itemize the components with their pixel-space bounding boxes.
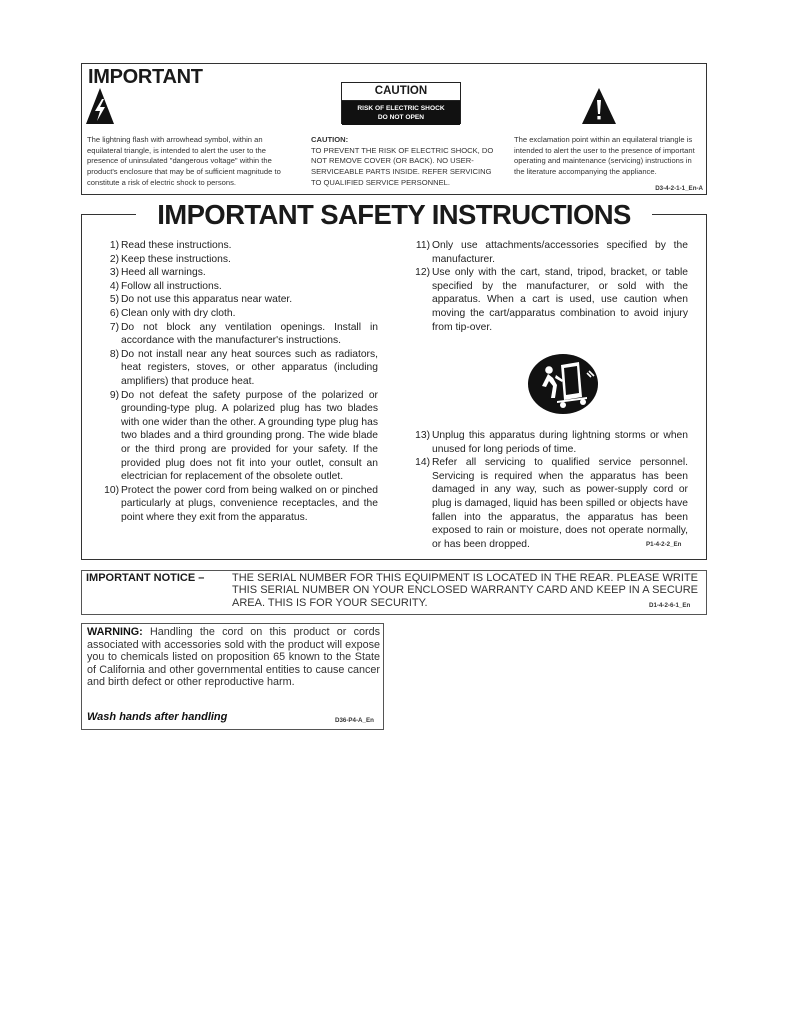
- safety-title: IMPORTANT SAFETY INSTRUCTIONS: [137, 199, 651, 231]
- instruction-text: Use only with the cart, stand, tripod, bracket, or table specified by the manufacturer, or sold with the apparatus. When a cart is used, use caution when moving the cart/apparatus combination to avoid injury from tip-over.: [432, 267, 688, 333]
- caution-explanation: [311, 135, 501, 189]
- instruction-text: Keep these instructions.: [121, 253, 231, 265]
- instruction-number: 8): [109, 348, 119, 360]
- instruction-item: [95, 307, 378, 321]
- instruction-number: 7): [109, 321, 119, 333]
- instruction-item: [95, 321, 378, 348]
- notice-text: THE SERIAL NUMBER FOR THIS EQUIPMENT IS LOCATED IN THE REAR. PLEASE WRITE THIS SERIAL NUMBER ON YOUR ENCLOSED WARRANTY CARD AND KEEP IN A SECURE AREA. THIS IS FOR YOUR SECURITY.: [232, 572, 698, 609]
- wash-hands-note: Wash hands after handling: [87, 711, 228, 723]
- caution-line-1: RISK OF ELECTRIC SHOCK: [357, 105, 445, 112]
- instruction-number: 4): [109, 280, 119, 292]
- instruction-item: [95, 239, 378, 253]
- title-rule-right: [652, 214, 707, 215]
- instruction-text: Only use attachments/accessories specified by the manufacturer.: [432, 240, 688, 265]
- instruction-text: Clean only with dry cloth.: [121, 307, 236, 319]
- notice-label: IMPORTANT NOTICE –: [86, 572, 205, 584]
- important-doc-code: D3-4-2-1-1_En-A: [655, 185, 703, 192]
- instruction-item: [406, 266, 688, 334]
- instruction-number: 3): [109, 267, 119, 279]
- instruction-text: Follow all instructions.: [121, 280, 222, 292]
- exclamation-explanation: The exclamation point within an equilateral triangle is intended to alert the user to the presence of important operating and maintenance (servicing) instructions in the literature accompanying the appliance.: [514, 135, 695, 177]
- instruction-number: 9): [109, 389, 119, 401]
- caution-body: [342, 101, 460, 125]
- caution-label: [341, 82, 461, 124]
- instructions-right: [406, 239, 688, 334]
- instruction-number: 1): [109, 240, 119, 251]
- caution-explanation-text: TO PREVENT THE RISK OF ELECTRIC SHOCK, DO NOT REMOVE COVER (OR BACK). NO USER-SERVICEABLE PARTS INSIDE. REFER SERVICING TO QUALIFIED SERVICE PERSONNEL.: [311, 145, 494, 187]
- instruction-item: [406, 456, 688, 551]
- important-title: IMPORTANT: [88, 66, 203, 88]
- instruction-item: [406, 429, 688, 456]
- warning-doc-code: D36-P4-A_En: [335, 717, 374, 724]
- instruction-item: [95, 293, 378, 307]
- instruction-text: Do not block any ventilation openings. Install in accordance with the manufacturer's instructions.: [121, 321, 378, 347]
- warning-label: WARNING:: [87, 626, 143, 638]
- caution-explanation-label: CAUTION:: [311, 135, 349, 144]
- instruction-number: 14): [415, 457, 430, 469]
- instruction-item: [95, 348, 378, 389]
- instruction-item: [95, 484, 378, 525]
- instruction-number: 13): [415, 430, 430, 441]
- instruction-text: Do not use this apparatus near water.: [121, 294, 293, 306]
- exclamation-triangle-icon: [582, 88, 616, 124]
- warning-text: [87, 626, 380, 689]
- instruction-number: 5): [109, 294, 119, 306]
- instruction-item: [95, 253, 378, 267]
- instructions-right-lower: [406, 429, 688, 551]
- instruction-text: Unplug this apparatus during lightning storms or when unused for long periods of time.: [432, 430, 688, 455]
- instruction-number: 12): [415, 267, 430, 279]
- caution-line-2: DO NOT OPEN: [377, 114, 425, 121]
- caution-head: CAUTION: [342, 83, 460, 101]
- lightning-triangle-icon: [86, 88, 114, 124]
- instruction-item: [95, 389, 378, 484]
- instructions-left: [95, 239, 378, 524]
- instruction-text: Heed all warnings.: [121, 267, 206, 279]
- instruction-text: Refer all servicing to qualified service personnel. Servicing is required when the apparatus has been damaged in any way, such as power-supply cord or plug is damaged, liquid has been spilled or objects have fallen into the apparatus, the apparatus has been exposed to rain or moisture, does not operate normally, or has been dropped.: [432, 457, 688, 550]
- instruction-number: 2): [109, 253, 119, 265]
- instruction-text: Read these instructions.: [121, 240, 232, 251]
- safety-doc-code: P1-4-2-2_En: [646, 541, 682, 548]
- title-rule-left: [81, 214, 136, 215]
- lightning-explanation: The lightning flash with arrowhead symbol, within an equilateral triangle, is intended to alert the user to the presence of uninsulated "dangerous voltage" within the product's enclosure that may be of sufficient magnitude to constitute a risk of electric shock to persons.: [87, 135, 281, 187]
- instruction-text: Do not defeat the safety purpose of the polarized or grounding-type plug. A polarized plug has two blades with one wider than the other. A grounding type plug has two blades and a third grounding prong. The wide blade or the third prong are provided for your safety. If the provided plug does not fit into your outlet, consult an electrician for replacement of the obsolete outlet.: [121, 389, 378, 483]
- notice-doc-code: D1-4-2-6-1_En: [649, 602, 691, 609]
- warning-body: Handling the cord on this product or cords associated with accessories sold with the product will expose you to chemicals listed on proposition 65 known to the State of California and other governmental entities to cause cancer and birth defect or other reproductive harm.: [87, 626, 380, 689]
- instruction-text: Do not install near any heat sources such as radiators, heat registers, stoves, or other apparatus (including amplifiers) that produce heat.: [121, 348, 378, 387]
- instruction-text: Protect the power cord from being walked on or pinched particularly at plugs, convenience receptacles, and the point where they exit from the apparatus.: [121, 484, 378, 523]
- instruction-item: [95, 280, 378, 294]
- instruction-item: [406, 239, 688, 266]
- cart-tip-over-warning-icon: [527, 353, 599, 415]
- instruction-number: 11): [415, 240, 430, 251]
- instruction-number: 10): [104, 484, 119, 496]
- instruction-item: [95, 266, 378, 280]
- instruction-number: 6): [109, 307, 119, 319]
